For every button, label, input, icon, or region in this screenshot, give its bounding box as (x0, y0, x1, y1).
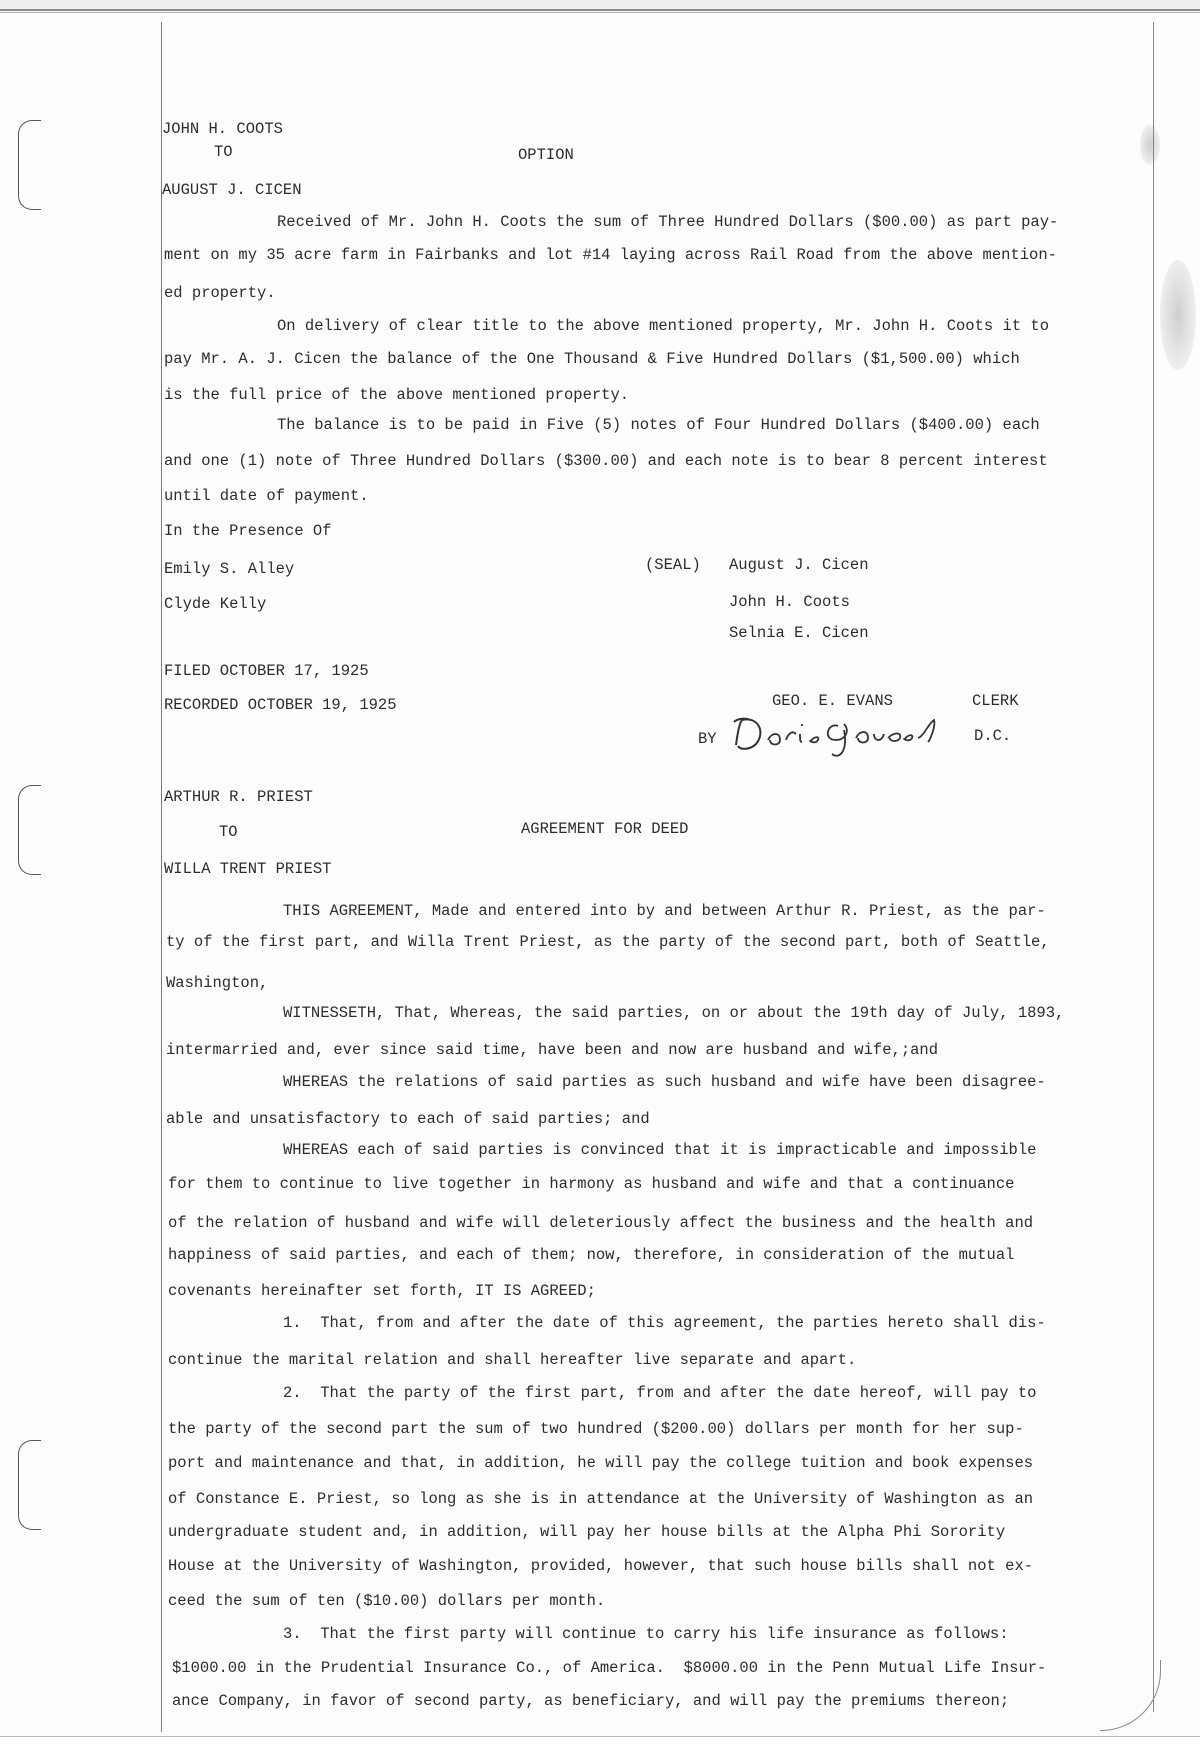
option-line: Received of Mr. John H. Coots the sum of Three Hundred Dollars ($00.00) as part pay- (277, 213, 1059, 231)
agreement-line: happiness of said parties, and each of them; now, therefore, in consideration of the mutual (168, 1246, 1015, 1264)
agreement-line: covenants hereinafter set forth, IT IS AGREED; (168, 1282, 596, 1300)
signer-name: Selnia E. Cicen (729, 624, 869, 642)
agreement-title: AGREEMENT FOR DEED (521, 820, 689, 838)
agreement-line: ance Company, in favor of second party, as beneficiary, and will pay the premiums thereon; (172, 1692, 1010, 1710)
agreement-line: undergraduate student and, in addition, will pay her house bills at the Alpha Phi Sorority (168, 1523, 1006, 1541)
agreement-line: ty of the first part, and Willa Trent Priest, as the party of the second part, both of Seattle, (166, 933, 1050, 951)
handwritten-signature (728, 710, 958, 760)
scan-smudge (1160, 260, 1196, 370)
agreement-party1: ARTHUR R. PRIEST (164, 788, 313, 806)
clerk-title: CLERK (972, 692, 1019, 710)
option-line: On delivery of clear title to the above mentioned property, Mr. John H. Coots it to (277, 317, 1050, 335)
option-grantee: AUGUST J. CICEN (162, 181, 302, 199)
agreement-line: 1. That, from and after the date of this agreement, the parties hereto shall dis- (283, 1314, 1046, 1332)
agreement-line: 2. That the party of the first part, from and after the date hereof, will pay to (283, 1384, 1037, 1402)
agreement-line: WHEREAS the relations of said parties as such husband and wife have been disagree- (283, 1073, 1046, 1091)
option-line: and one (1) note of Three Hundred Dollars ($300.00) and each note is to bear 8 percent interest (164, 452, 1048, 470)
option-to: TO (214, 143, 233, 161)
agreement-line: continue the marital relation and shall hereafter live separate and apart. (168, 1351, 857, 1369)
option-line: pay Mr. A. J. Cicen the balance of the One Thousand & Five Hundred Dollars ($1,500.00) which (164, 350, 1020, 368)
by-label: BY (698, 730, 717, 748)
option-line: ed property. (164, 284, 276, 302)
agreement-line: THIS AGREEMENT, Made and entered into by and between Arthur R. Priest, as the par- (283, 902, 1046, 920)
binder-hole-bottom (18, 1440, 41, 1530)
witness-name: Emily S. Alley (164, 560, 295, 578)
agreement-line: WITNESSETH, That, Whereas, the said parties, on or about the 19th day of July, 1893, (283, 1004, 1065, 1022)
page-bottom-edge (0, 1736, 1200, 1737)
option-grantor: JOHN H. COOTS (162, 120, 283, 138)
scan-smudge (1140, 125, 1160, 165)
clerk-name: GEO. E. EVANS (772, 692, 893, 710)
signer-name: John H. Coots (729, 593, 850, 611)
binder-hole-top (18, 120, 41, 210)
agreement-line: for them to continue to live together in harmony as husband and wife and that a continuance (168, 1175, 1015, 1193)
agreement-line: of Constance E. Priest, so long as she is in attendance at the University of Washington as an (168, 1490, 1034, 1508)
filed-date: FILED OCTOBER 17, 1925 (164, 662, 369, 680)
option-line: is the full price of the above mentioned property. (164, 386, 630, 404)
left-margin-rule (161, 22, 162, 1732)
page-top-edge (0, 0, 1200, 11)
page-corner-curl (1100, 1660, 1161, 1731)
option-line: ment on my 35 acre farm in Fairbanks and lot #14 laying across Rail Road from the above mention- (164, 246, 1057, 264)
binder-hole-middle (18, 785, 41, 875)
presence-label: In the Presence Of (164, 522, 332, 540)
agreement-line: ceed the sum of ten ($10.00) dollars per month. (168, 1592, 606, 1610)
agreement-line: intermarried and, ever since said time, have been and now are husband and wife,;and (166, 1041, 939, 1059)
witness-name: Clyde Kelly (164, 595, 267, 613)
recorded-date: RECORDED OCTOBER 19, 1925 (164, 696, 397, 714)
agreement-line: of the relation of husband and wife will deleteriously affect the business and the health and (168, 1214, 1034, 1232)
agreement-line: port and maintenance and that, in addition, he will pay the college tuition and book expenses (168, 1454, 1034, 1472)
option-line: The balance is to be paid in Five (5) notes of Four Hundred Dollars ($400.00) each (277, 416, 1040, 434)
agreement-line: the party of the second part the sum of two hundred ($200.00) dollars per month for her sup- (168, 1420, 1024, 1438)
deputy-clerk-label: D.C. (974, 727, 1012, 745)
right-margin-rule (1153, 22, 1154, 1712)
page-top-rule (0, 12, 1200, 13)
seal-label: (SEAL) (645, 556, 701, 574)
agreement-line: WHEREAS each of said parties is convinced that it is impracticable and impossible (283, 1141, 1037, 1159)
agreement-line: Washington, (166, 974, 269, 992)
signer-name: August J. Cicen (729, 556, 869, 574)
option-line: until date of payment. (164, 487, 369, 505)
agreement-to: TO (219, 823, 238, 841)
agreement-line: House at the University of Washington, provided, however, that such house bills shall not ex- (168, 1557, 1034, 1575)
agreement-line: $1000.00 in the Prudential Insurance Co., of America. $8000.00 in the Penn Mutual Life Insur- (172, 1659, 1047, 1677)
agreement-party2: WILLA TRENT PRIEST (164, 860, 332, 878)
agreement-line: 3. That the first party will continue to carry his life insurance as follows: (283, 1625, 1009, 1643)
agreement-line: able and unsatisfactory to each of said parties; and (166, 1110, 650, 1128)
option-title: OPTION (518, 146, 574, 164)
